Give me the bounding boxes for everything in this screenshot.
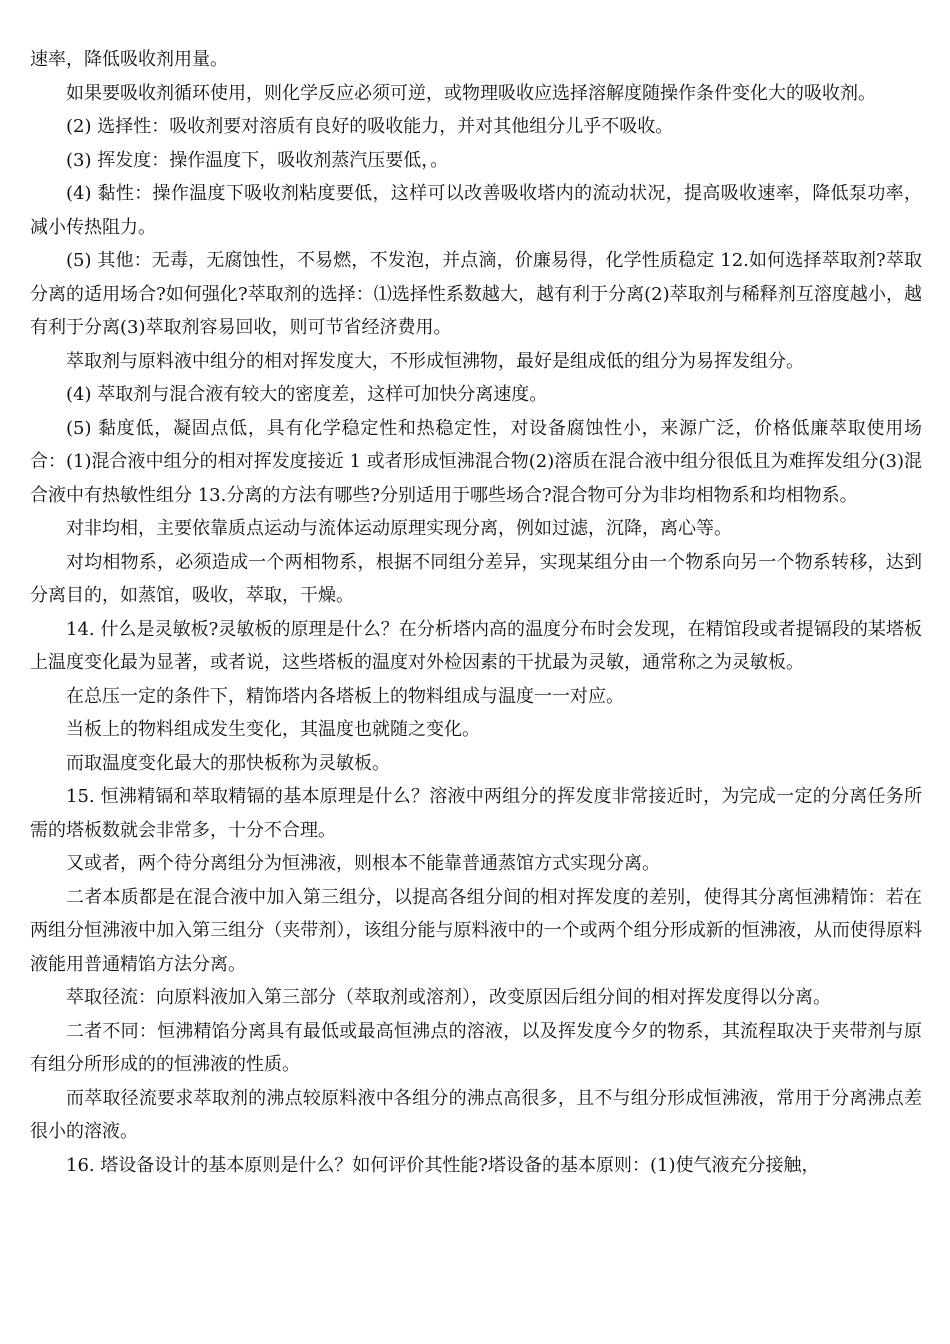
paragraph-composition-change: 当板上的物料组成发生变化，其温度也就随之变化。 xyxy=(66,719,480,740)
paragraph-azeotrope-case: 又或者，两个待分离组分为恒沸液，则根本不能靠普通蒸馆方式实现分离。 xyxy=(66,853,660,874)
document-body xyxy=(30,43,922,1182)
paragraph-continuation: 速率，降低吸收剂用量。 xyxy=(30,49,228,70)
paragraph-q14-sensitive-plate: 14. 什么是灵敏板?灵敏板的原理是什么？在分析塔内高的温度分布时会发现，在精馆段或者提镉段的某塔板上温度变化最为显著，或者说，这些塔板的温度对外检因素的干扰最为灵敏，通常称之为灵敏板。 xyxy=(30,618,922,673)
paragraph-selectivity: (2) 选择性：吸收剂要对溶质有良好的吸收能力，并对其他组分儿乎不吸收。 xyxy=(66,116,674,137)
paragraph-q13-separation: (5) 黏度低，凝固点低，具有化学稳定性和热稳定性，对设备腐蚀性小，来源广泛，价格低廉萃取使用场合：(1)混合液中组分的相对挥发度接近 1 或者形成恒沸混合物(2)溶质在混合液中组分很低且为难挥发组分(3)混合液中有热敏性组分 13.分离的方法有哪些?分别适用于哪些场合?混合物可分为非均相物系和均相物系。 xyxy=(30,417,922,506)
paragraph-homogeneous: 对均相物系，必须造成一个两相物系，根据不同组分差异，实现某组分由一个物系向另一个物系转移，达到分离目的，如蒸馆，吸收，萃取，干燥。 xyxy=(30,551,922,606)
paragraph-relative-volatility: 萃取剂与原料液中组分的相对挥发度大，不形成恒沸物，最好是组成低的组分为易挥发组分。 xyxy=(66,350,804,372)
paragraph-extractant-boiling: 而萃取径流要求萃取剂的沸点较原料液中各组分的沸点高很多，且不与组分形成恒沸液，常用于分离沸点差很小的溶液。 xyxy=(30,1087,922,1142)
paragraph-q12-extractant: (5) 其他：无毒，无腐蚀性，不易燃，不发泡，并点滴，价廉易得，化学性质稳定 12.如何选择萃取剂?萃取分离的适用场合?如何强化?萃取剂的选择：⑴选择性系数越大，越有利于分离(2)萃取剂与稀释剂互溶度越小，越有利于分离(3)萃取剂容易回收，则可节省经济费用。 xyxy=(30,250,922,338)
paragraph-q16-tower-design: 16. 塔设备设计的基本原则是什么？如何评价其性能?塔设备的基本原则：(1)使气液充分接触， xyxy=(66,1154,820,1176)
paragraph-differences: 二者不同：恒沸精馅分离具有最低或最高恒沸点的溶液，以及挥发度今夕的物系，其流程取决于夹带剂与原有组分所形成的的恒沸液的性质。 xyxy=(30,1020,922,1075)
paragraph-absorbent-recycle: 如果要吸收剂循环使用，则化学反应必须可逆，或物理吸收应选择溶解度随操作条件变化大的吸收剂。 xyxy=(66,82,876,104)
paragraph-density-difference: (4) 萃取剂与混合液有较大的密度差，这样可加快分离速度。 xyxy=(66,384,548,405)
paragraph-volatility: (3) 挥发度：操作温度下，吸收剂蒸汽压要低，。 xyxy=(66,149,449,171)
paragraph-q15-azeotropic: 15. 恒沸精镉和萃取精镉的基本原理是什么？溶液中两组分的挥发度非常接近时，为完成一定的分离任务所需的塔板数就会非常多，十分不合理。 xyxy=(30,786,922,841)
paragraph-third-component: 二者本质都是在混合液中加入第三组分，以提高各组分间的相对挥发度的差别，使得其分离恒沸精饰：若在两组分恒沸液中加入第三组分（夹带剂），该组分能与原料液中的一个或两个组分形成新的恒沸液，从而使得原料液能用普通精馅方法分离。 xyxy=(30,886,922,975)
paragraph-total-pressure: 在总压一定的条件下，精饰塔内各塔板上的物料组成与温度一一对应。 xyxy=(66,685,624,707)
paragraph-viscosity: (4) 黏性：操作温度下吸收剂粘度要低，这样可以改善吸收塔内的流动状况，提高吸收速率，降低泵功率，减小传热阻力。 xyxy=(30,183,922,238)
paragraph-extractive-distillation: 萃取径流：向原料液加入第三部分（萃取剂或溶剂），改变原因后组分间的相对挥发度得以分离。 xyxy=(66,987,831,1008)
paragraph-heterogeneous: 对非均相，主要依靠质点运动与流体运动原理实现分离，例如过滤，沉降，离心等。 xyxy=(66,518,732,539)
paragraph-sensitive-plate-def: 而取温度变化最大的那快板称为灵敏板。 xyxy=(66,752,390,774)
